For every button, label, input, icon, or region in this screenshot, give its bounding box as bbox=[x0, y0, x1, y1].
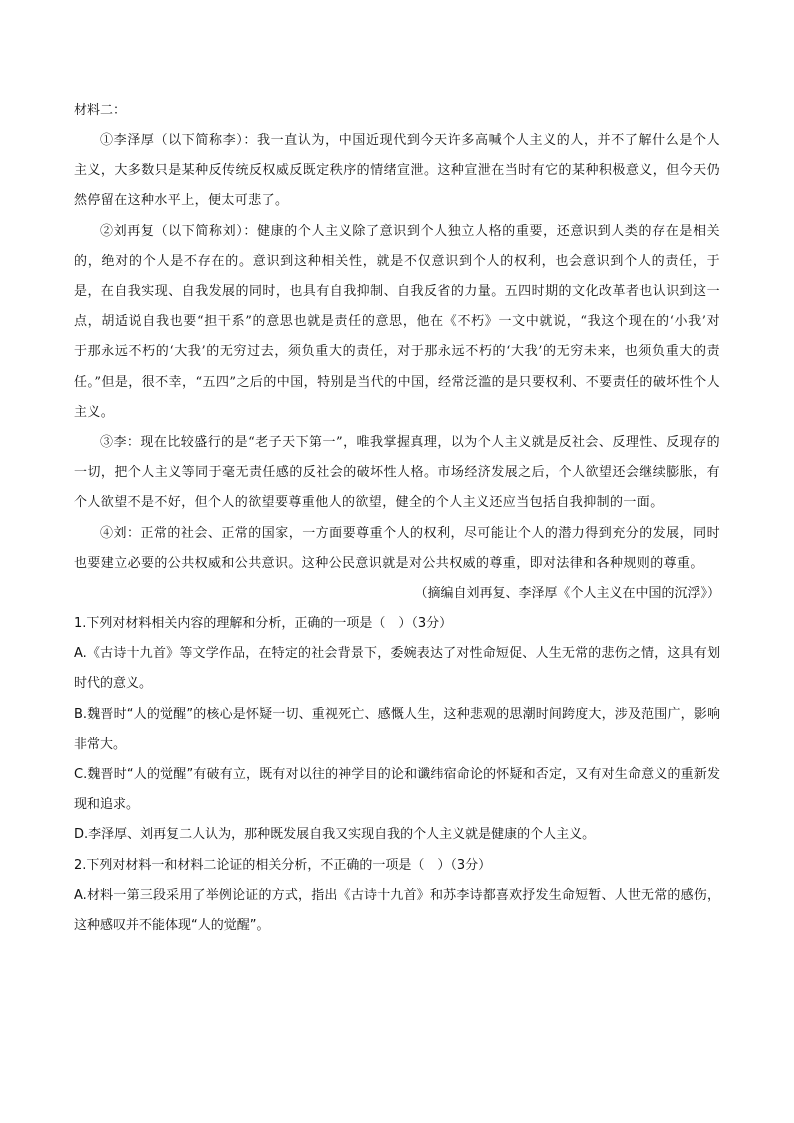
document-page bbox=[74, 96, 720, 941]
question-1-option-b: B.魏晋时“人的觉醒”的核心是怀疑一切、重视死亡、感慨人生，这种悲观的思潮时间跨度大，涉及范围广，影响非常大。 bbox=[74, 706, 720, 752]
question-1 bbox=[74, 609, 720, 851]
source-citation: （摘编自刘再复、李泽厚《个人主义在中国的沉浮》） bbox=[414, 586, 720, 602]
question-2-option-a: A.材料一第三段采用了举例论证的方式，指出《古诗十九首》和苏李诗都喜欢抒发生命短暂、人世无常的感伤，这种感叹并不能体现“人的觉醒”。 bbox=[74, 887, 720, 934]
paragraph-liu-2: ④刘：正常的社会、正常的国家，一方面要尊重个人的权利，尽可能让个人的潜力得到充分的发展，同时也要建立必要的公共权威和公共意识。这种公民意识就是对公共权威的尊重，即对法律和各种规则的尊重。 bbox=[74, 525, 720, 571]
question-2 bbox=[74, 851, 720, 942]
paragraph-li-2: ③李：现在比较盛行的是“老子天下第一”，唯我掌握真理，以为个人主义就是反社会、反理性、反现存的一切，把个人主义等同于毫无责任感的反社会的破坏性人格。市场经济发展之后，个人欲望还会继续膨胀，有个人欲望不是不好，但个人的欲望要尊重他人的欲望，健全的个人主义还应当包括自我抑制的一面。 bbox=[74, 435, 720, 511]
question-2-stem: 2.下列对材料一和材料二论证的相关分析，不正确的一项是（ ）（3分） bbox=[74, 857, 492, 873]
question-1-option-a: A.《古诗十九首》等文学作品，在特定的社会背景下，委婉表达了对性命短促、人生无常的悲伤之情，这具有划时代的意义。 bbox=[74, 646, 720, 692]
paragraph-li-1: ①李泽厚（以下简称李）：我一直认为，中国近现代到今天许多高喊个人主义的人，并不了解什么是个人主义，大多数只是某种反传统反权威反既定秩序的情绪宣泄。这种宣泄在当时有它的某种积极意义，但今天仍然停留在这种水平上，便太可悲了。 bbox=[74, 133, 720, 209]
question-1-option-d: D.李泽厚、刘再复二人认为，那种既发展自我又实现自我的个人主义就是健康的个人主义。 bbox=[74, 827, 596, 843]
question-1-option-c: C.魏晋时“人的觉醒”有破有立，既有对以往的神学目的论和谶纬宿命论的怀疑和否定，又有对生命意义的重新发现和追求。 bbox=[74, 767, 720, 813]
paragraph-liu-1: ②刘再复（以下简称刘）：健康的个人主义除了意识到个人独立人格的重要，还意识到人类的存在是相关的，绝对的个人是不存在的。意识到这种相关性，就是不仅意识到个人的权利，也会意识到个人的责任，于是，在自我实现、自我发展的同时，也具有自我抑制、自我反省的力量。五四时期的文化改革者也认识到这一点，胡适说自我也要“担干系”的意思也就是责任的意思，他在《不朽》一文中就说，“我这个现在的‘小我’对于那永远不朽的‘大我’的无穷过去，须负重大的责任，对于那永远不朽的‘大我’的无穷未来，也须负重大的责任。”但是，很不幸，“五四”之后的中国，特别是当代的中国，经常泛滥的是只要权利、不要责任的破坏性个人主义。 bbox=[74, 223, 720, 420]
material-heading: 材料二： bbox=[74, 103, 127, 118]
question-1-stem: 1.下列对材料相关内容的理解和分析，正确的一项是（ ）（3分） bbox=[74, 616, 453, 632]
